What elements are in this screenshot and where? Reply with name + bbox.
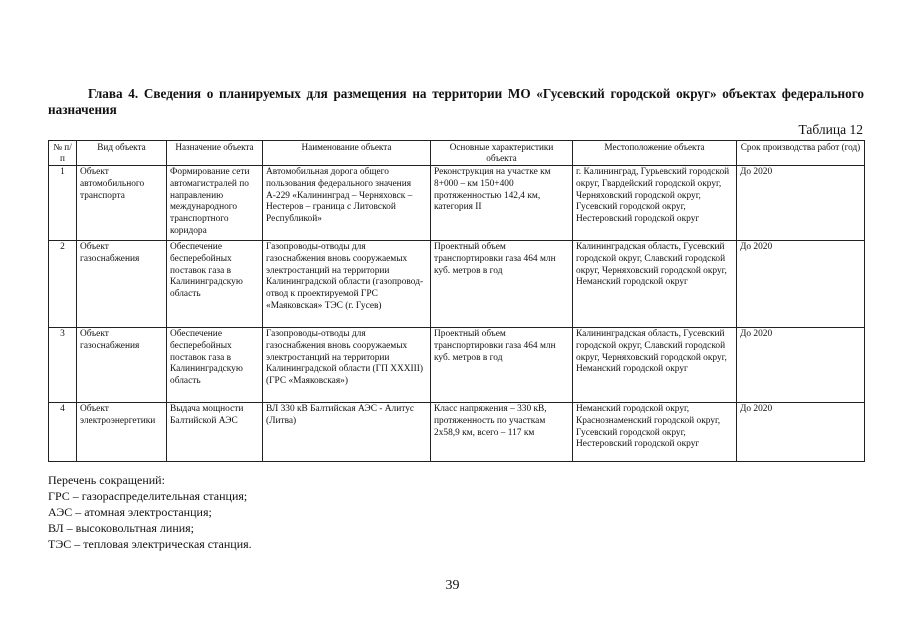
cell-characteristics: Проектный объем транспортировки газа 464 млн куб. метров в год (431, 328, 573, 403)
cell-location: Калининградская область, Гусевский городской округ, Славский городской округ, Черняховский городской округ, Неманский городской округ (573, 241, 737, 328)
cell-term: До 2020 (737, 166, 865, 241)
table-row (49, 241, 865, 328)
col-header-purpose: Назначение объекта (167, 141, 263, 166)
cell-type: Объект газоснабжения (77, 328, 167, 403)
cell-type: Объект газоснабжения (77, 241, 167, 328)
col-header-name: Наименование объекта (263, 141, 431, 166)
table-header-row (49, 141, 865, 166)
page-number: 39 (445, 578, 460, 593)
cell-num: 4 (49, 403, 77, 462)
abbreviations-title: Перечень сокращений: (48, 473, 165, 487)
abbreviation-item: ВЛ – высоковольтная линия; (48, 521, 195, 535)
cell-purpose: Выдача мощности Балтийской АЭС (167, 403, 263, 462)
cell-location: Калининградская область, Гусевский городской округ, Славский городской округ, Черняховский городской округ, Неманский городской округ (573, 328, 737, 403)
table-row (49, 328, 865, 403)
cell-name: Газопроводы-отводы для газоснабжения вновь сооружаемых электростанций на территории Калининградской области (газопровод-отвод к проектируемой ГРС «Маяковская» ТЭС (г. Гусев) (263, 241, 431, 328)
abbreviations-list (48, 472, 252, 552)
chapter-heading: Глава 4. Сведения о планируемых для размещения на территории МО «Гусевский городской округ» объектах федерального назначения (48, 86, 864, 117)
col-header-term: Срок производства работ (год) (737, 141, 865, 166)
cell-purpose: Формирование сети автомагистралей по направлению международного транспортного коридора (167, 166, 263, 241)
cell-name: Автомобильная дорога общего пользования федерального значения А-229 «Калининград – Черняховск – Нестеров – граница с Литовской Республикой» (263, 166, 431, 241)
cell-type: Объект электроэнергетики (77, 403, 167, 462)
cell-name: ВЛ 330 кВ Балтийская АЭС - Алитус (Литва) (263, 403, 431, 462)
col-header-num: № п/п (49, 141, 77, 166)
cell-purpose: Обеспечение бесперебойных поставок газа в Калининградскую область (167, 328, 263, 403)
cell-num: 2 (49, 241, 77, 328)
abbreviation-item: ТЭС – тепловая электрическая станция. (48, 537, 252, 551)
objects-table (48, 140, 865, 462)
cell-location: Неманский городской округ, Краснознаменский городской округ, Гусевский городской округ, Нестеровский городской округ (573, 403, 737, 462)
cell-type: Объект автомобильного транспорта (77, 166, 167, 241)
abbreviation-item: АЭС – атомная электростанция; (48, 505, 212, 519)
table-row (49, 166, 865, 241)
col-header-type: Вид объекта (77, 141, 167, 166)
cell-name: Газопроводы-отводы для газоснабжения вновь сооружаемых электростанций на территории Калининградской области (ГП XXXIII) (ГРС «Маяковская») (263, 328, 431, 403)
cell-characteristics: Реконструкция на участке км 8+000 – км 150+400 протяженностью 142,4 км, категория II (431, 166, 573, 241)
cell-term: До 2020 (737, 241, 865, 328)
table-label: Таблица 12 (798, 122, 863, 137)
cell-term: До 2020 (737, 328, 865, 403)
col-header-characteristics: Основные характеристики объекта (431, 141, 573, 166)
abbreviation-item: ГРС – газораспределительная станция; (48, 489, 248, 503)
cell-purpose: Обеспечение бесперебойных поставок газа в Калининградскую область (167, 241, 263, 328)
cell-characteristics: Проектный объем транспортировки газа 464 млн куб. метров в год (431, 241, 573, 328)
cell-term: До 2020 (737, 403, 865, 462)
col-header-location: Местоположение объекта (573, 141, 737, 166)
table-row (49, 403, 865, 462)
cell-location: г. Калининград, Гурьевский городской округ, Гвардейский городской округ, Черняховский городской округ, Гусевский городской округ, Нестеровский городской округ (573, 166, 737, 241)
cell-characteristics: Класс напряжения – 330 кВ, протяженность по участкам 2х58,9 км, всего – 117 км (431, 403, 573, 462)
cell-num: 1 (49, 166, 77, 241)
cell-num: 3 (49, 328, 77, 403)
